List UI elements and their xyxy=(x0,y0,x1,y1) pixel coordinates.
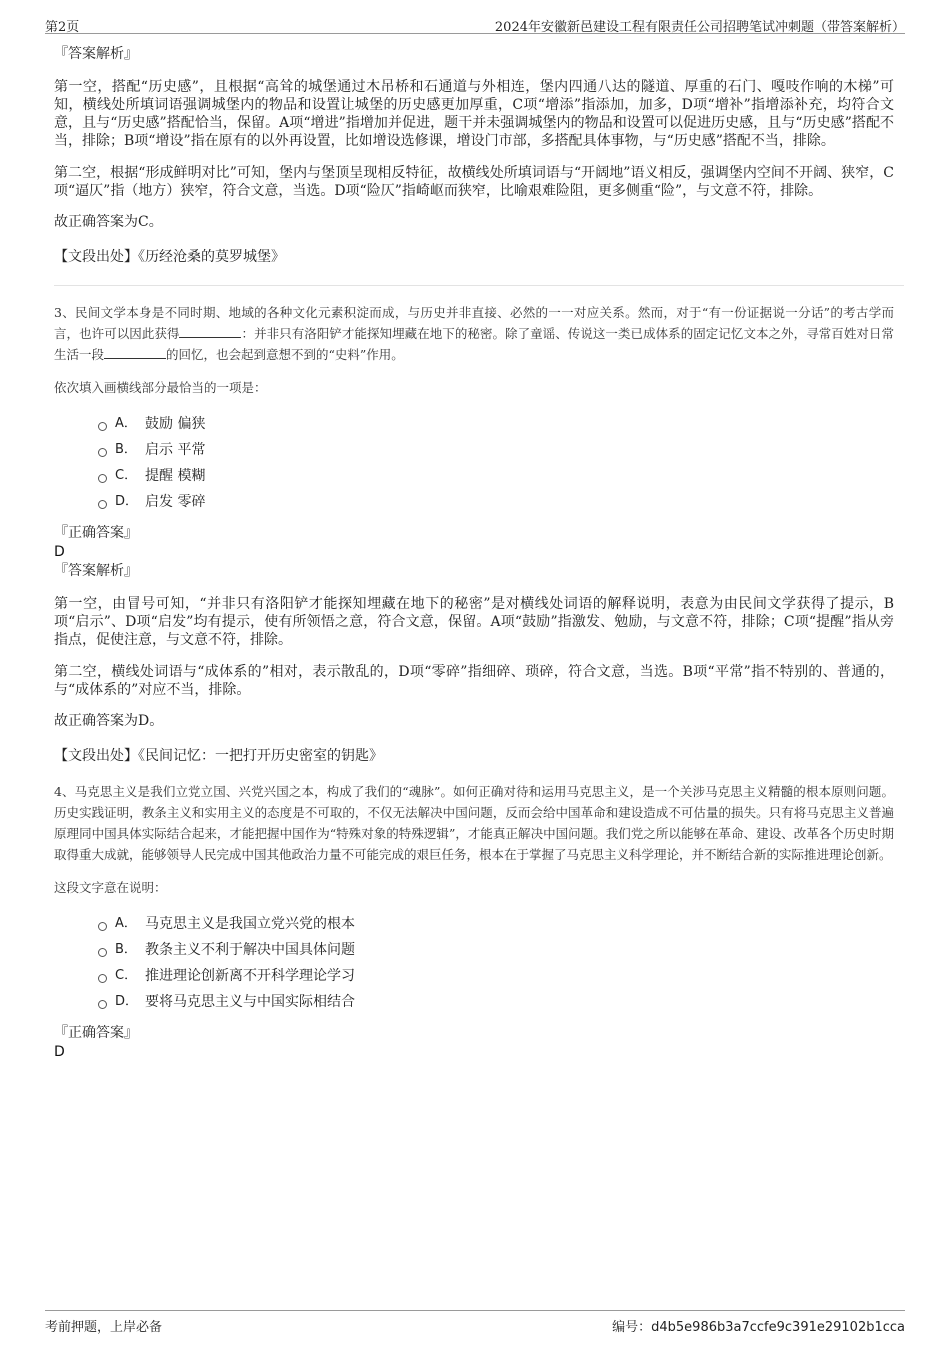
footer-code xyxy=(612,1316,905,1335)
q3-options xyxy=(98,411,894,515)
q2-analysis-paragraph-1: 第一空，搭配“历史感”，且根据“高耸的城堡通过木吊桥和石通道与外相连，堡内四通八达的隧道、厚重的石门、嘎吱作响的木梯”可知，横线处所填词语强调城堡内的物品和设置让城堡的历史感更加厚重，C项“增添”指添加，加多，D项“增补”指增添补充，均符合文意，且与“历史感”搭配恰当，保留。A项“增进”指增加并促进，题干并未强调城堡内的物品和设置可以促进历史感，且与“历史感”搭配不当，排除；B项“增设”指在原有的以外再设置，比如增设选修课，增设门市部，多搭配具体事物，与“历史感”搭配不当，排除。 xyxy=(54,79,894,149)
q4-stem: 4、马克思主义是我们立党立国、兴党兴国之本，构成了我们的“魂脉”。如何正确对待和运用马克思主义，是一个关涉马克思主义精髓的根本原则问题。历史实践证明，教条主义和实用主义的态度是不可取的，不仅无法解决中国问题，反而会给中国革命和建设造成不可估量的损失。只有将马克思主义普遍原理同中国具体实际结合起来，才能把握中国作为“特殊对象的特殊逻辑”，才能真正解决中国问题。我们党之所以能够在革命、建设、改革各个历史时期取得重大成就，能够领导人民完成中国其他政治力量不可能完成的艰巨任务，根本在于掌握了马克思主义科学理论，并不断结合新的实际推进理论创新。 xyxy=(54,784,894,862)
q3-stem xyxy=(54,302,894,365)
q4-answer-block xyxy=(54,1023,894,1061)
option-letter: B． xyxy=(115,442,137,457)
q3-stem-part-2: ：并非只有洛阳铲才能探知埋藏在地下的秘密。除了童谣、传说这一类已成体系的固定记忆文本之外，寻常百姓对日常生活一段 xyxy=(54,326,894,362)
option-text: 马克思主义是我国立党兴党的根本 xyxy=(145,916,355,932)
radio-icon[interactable] xyxy=(98,974,107,983)
page-header xyxy=(45,12,905,34)
q3-answer-label: 『正确答案』 xyxy=(54,525,138,541)
q4-prompt: 这段文字意在说明： xyxy=(54,880,167,895)
q2-conclusion: 故正确答案为C。 xyxy=(54,214,163,230)
option-text: 推进理论创新离不开科学理论学习 xyxy=(145,968,355,984)
radio-icon[interactable] xyxy=(98,948,107,957)
option-letter: A． xyxy=(115,916,137,931)
option-letter: A． xyxy=(115,416,137,431)
q3-stem-part-1: 3、民间文学本身是不同时期、地域的各种文化元素积淀而成，与历史并非直接、必然的一一对应关系。然而，对于“有一份证据说一分话”的考古学而言，也许可以因此获得 xyxy=(54,305,894,341)
radio-icon[interactable] xyxy=(98,448,107,457)
q3-analysis-label: 『答案解析』 xyxy=(54,563,138,579)
q3-option-a[interactable] xyxy=(98,411,894,437)
q4-option-d[interactable] xyxy=(98,989,894,1015)
option-letter: C． xyxy=(115,968,138,983)
q4-options xyxy=(98,911,894,1015)
q4-answer-label: 『正确答案』 xyxy=(54,1025,138,1041)
q2-analysis-label: 『答案解析』 xyxy=(54,46,138,62)
radio-icon[interactable] xyxy=(98,922,107,931)
option-text: 鼓励 偏狭 xyxy=(145,416,206,432)
page-number: 第2页 xyxy=(45,20,80,35)
radio-icon[interactable] xyxy=(98,500,107,509)
q3-conclusion: 故正确答案为D。 xyxy=(54,713,164,729)
q4-option-b[interactable] xyxy=(98,937,894,963)
radio-icon[interactable] xyxy=(98,422,107,431)
q3-source: 【文段出处】《民间记忆：一把打开历史密室的钥匙》 xyxy=(54,748,383,764)
section-divider xyxy=(54,285,904,286)
option-text: 要将马克思主义与中国实际相结合 xyxy=(145,994,355,1010)
option-text: 教条主义不利于解决中国具体问题 xyxy=(145,942,355,958)
q3-stem-part-3: 的回忆，也会起到意想不到的“史料”作用。 xyxy=(166,347,404,362)
footer-code-label: 编号： xyxy=(612,1320,652,1335)
q4-option-c[interactable] xyxy=(98,963,894,989)
q3-blank-2 xyxy=(104,346,166,359)
q3-option-d[interactable] xyxy=(98,489,894,515)
option-letter: D． xyxy=(115,994,139,1009)
q4-option-a[interactable] xyxy=(98,911,894,937)
q4-answer: D xyxy=(54,1044,65,1060)
q3-answer: D xyxy=(54,544,65,560)
radio-icon[interactable] xyxy=(98,474,107,483)
option-letter: B． xyxy=(115,942,137,957)
footer-slogan: 考前押题，上岸必备 xyxy=(45,1320,163,1335)
option-text: 启示 平常 xyxy=(145,442,206,458)
radio-icon[interactable] xyxy=(98,1000,107,1009)
footer-code-value: d4b5e986b3a7ccfe9c391e29102b1cca xyxy=(651,1320,905,1335)
q2-source: 【文段出处】《历经沧桑的莫罗城堡》 xyxy=(54,249,285,265)
option-letter: C． xyxy=(115,468,138,483)
page-content xyxy=(54,44,894,1061)
page-footer xyxy=(45,1310,905,1336)
q3-option-c[interactable] xyxy=(98,463,894,489)
option-text: 启发 零碎 xyxy=(145,494,206,510)
q3-analysis-paragraph-2: 第二空，横线处词语与“成体系的”相对，表示散乱的，D项“零碎”指细碎、琐碎，符合文意，当选。B项“平常”指不特别的、普通的，与“成体系的”对应不当，排除。 xyxy=(54,664,894,698)
document-title: 2024年安徽新邑建设工程有限责任公司招聘笔试冲刺题（带答案解析） xyxy=(494,20,905,35)
q3-analysis-paragraph-1: 第一空，由冒号可知，“并非只有洛阳铲才能探知埋藏在地下的秘密”是对横线处词语的解释说明，表意为由民间文学获得了提示，B项“启示”、D项“启发”均有提示，使有所领悟之意，符合文意，保留。A项“鼓励”指激发、勉励，与文意不符，排除；C项“提醒”指从旁指点，促使注意，与文意不符，排除。 xyxy=(54,596,894,648)
q2-analysis-paragraph-2: 第二空，根据“形成鲜明对比”可知，堡内与堡顶呈现相反特征，故横线处所填词语与“开阔地”语义相反，强调堡内空间不开阔、狭窄，C项“逼仄”指（地方）狭窄，符合文意，当选。D项“险仄”指崎岖而狭窄，比喻艰难险阻，更多侧重“险”，与文意不符，排除。 xyxy=(54,165,894,199)
q3-option-b[interactable] xyxy=(98,437,894,463)
q3-answer-block xyxy=(54,523,894,581)
q3-prompt: 依次填入画横线部分最恰当的一项是： xyxy=(54,380,267,395)
option-letter: D． xyxy=(115,494,139,509)
q3-blank-1 xyxy=(179,325,241,338)
option-text: 提醒 模糊 xyxy=(145,468,206,484)
